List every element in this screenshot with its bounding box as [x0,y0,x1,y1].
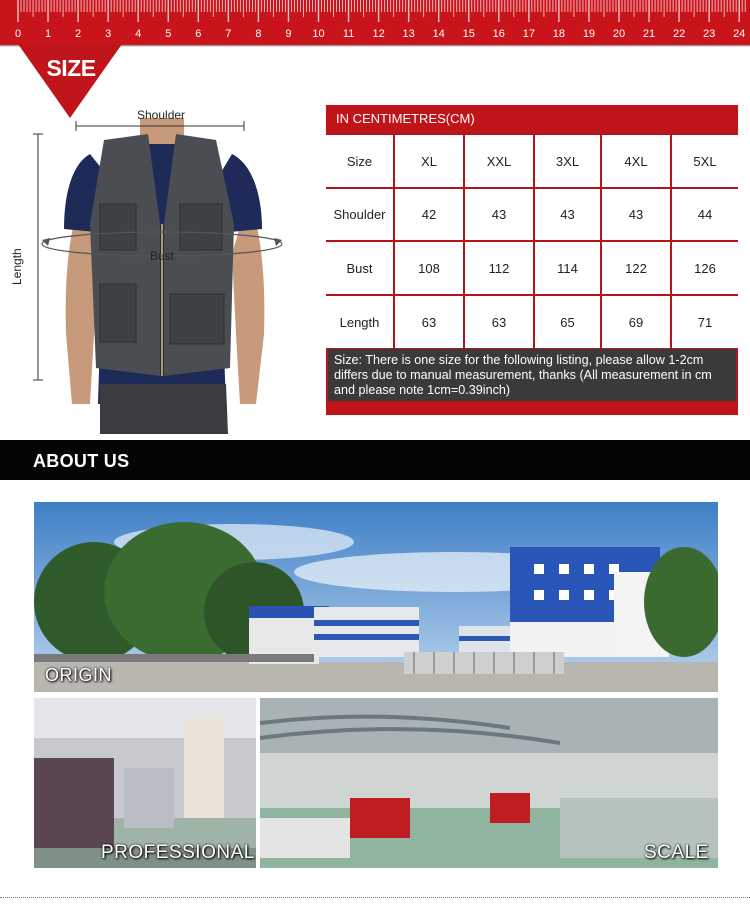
length-label: Length [10,248,24,285]
about-us-title: ABOUT US [33,451,130,471]
table-cell: 71 [672,296,738,348]
scale-caption: SCALE [644,842,709,863]
ruler-number: 4 [135,28,142,40]
ruler-number: 18 [552,28,566,40]
ruler-number: 0 [14,28,22,40]
ruler-number: 5 [165,28,172,40]
ruler-number: 19 [582,28,596,40]
column-header-size: Size [326,135,395,187]
size-badge-label: SIZE [46,55,96,81]
table-row-bust [326,242,738,294]
row-label: Length [326,296,395,348]
table-cell: 42 [395,189,465,240]
ruler-number: 2 [75,28,82,40]
table-cell: 44 [672,189,738,240]
ruler-number: 20 [612,28,626,40]
row-label: Shoulder [326,189,395,240]
column-header-4xl: 4XL [602,135,672,187]
table-row-shoulder [326,189,738,240]
origin-caption: ORIGIN [45,665,113,685]
ruler-number: 9 [285,28,292,40]
ruler-number: 7 [225,28,232,40]
professional-workshop-photo [34,698,256,868]
ruler-number: 6 [195,28,202,40]
size-disclaimer-note: Size: There is one size for the following listing, please allow 1-2cm differs due to manual measurement, thanks (All measurement in cm and please note 1cm=0.39inch) [328,349,736,401]
column-header-xl: XL [395,135,465,187]
table-header-row [326,135,738,187]
ruler-number: 14 [432,28,445,40]
factory-exterior-photo [34,502,718,692]
column-header-3xl: 3XL [535,135,602,187]
size-chart-table [326,105,738,415]
table-bottom-bar [326,401,738,415]
factory-floor-photo [260,698,718,868]
ruler-number: 13 [402,28,415,40]
table-cell: 65 [535,296,602,348]
table-cell: 114 [535,242,602,294]
ruler-number: 23 [703,28,716,40]
ruler-number: 8 [255,28,262,40]
ruler-number: 22 [672,28,686,40]
ruler-number: 3 [105,28,112,40]
table-cell: 69 [602,296,672,348]
ruler-number: 12 [372,28,385,40]
ruler-banner [0,0,750,44]
bottom-dotted-divider [0,897,750,898]
vest-measurement-illustration [20,104,300,434]
table-cell: 63 [465,296,535,348]
shoulder-label: Shoulder [137,108,186,122]
about-us-banner [0,440,750,480]
bust-label: Bust [150,249,175,263]
ruler-number: 10 [312,28,325,40]
ruler-number: 24 [733,28,746,40]
professional-caption: PROFESSIONAL [101,842,255,863]
ruler-number: 15 [462,28,475,40]
table-cell: 126 [672,242,738,294]
table-cell: 43 [465,189,535,240]
table-cell: 63 [395,296,465,348]
column-header-xxl: XXL [465,135,535,187]
table-cell: 43 [602,189,672,240]
ruler-graphic [0,0,750,44]
ruler-number: 17 [522,28,535,40]
ruler-number: 11 [342,28,355,40]
table-cell: 112 [465,242,535,294]
column-header-5xl: 5XL [672,135,738,187]
table-cell: 43 [535,189,602,240]
table-unit-header: IN CENTIMETRES(CM) [326,105,738,133]
row-label: Bust [326,242,395,294]
table-cell: 108 [395,242,465,294]
table-row-length [326,296,738,348]
ruler-number: 16 [492,28,505,40]
ruler-number: 1 [44,28,52,40]
ruler-number: 21 [642,28,656,40]
table-cell: 122 [602,242,672,294]
